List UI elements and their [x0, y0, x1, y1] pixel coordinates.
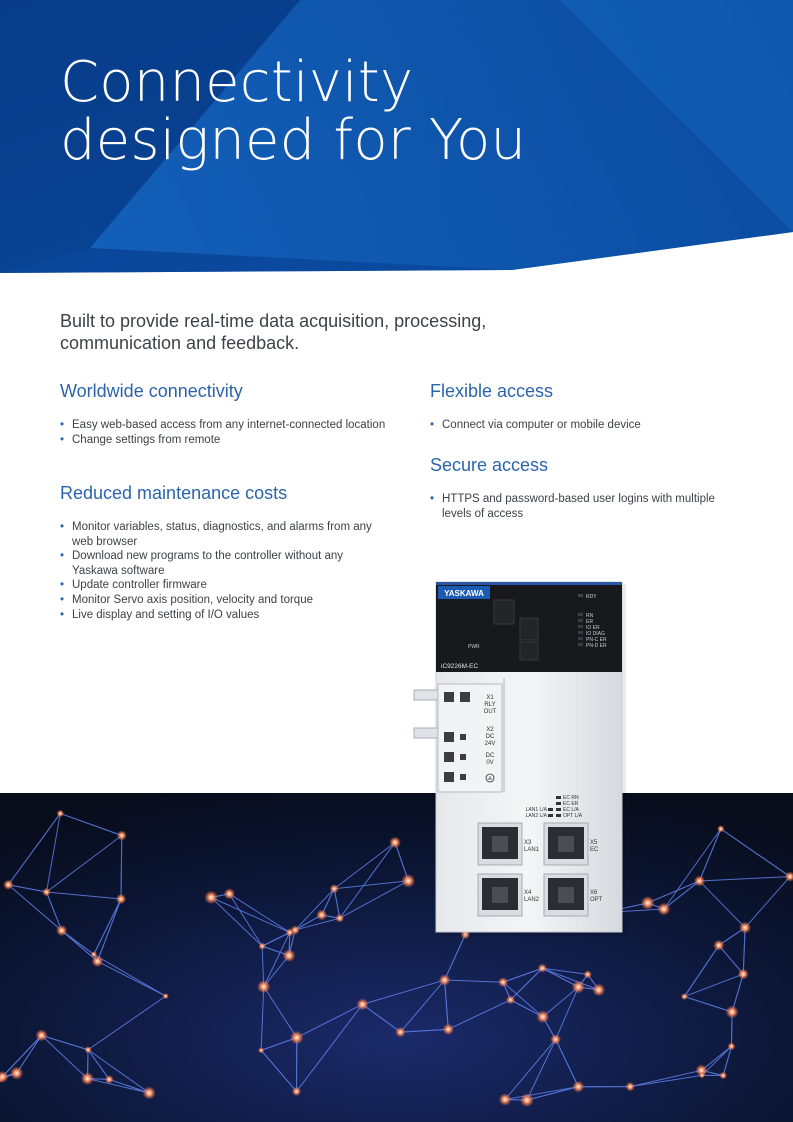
network-node [330, 884, 339, 893]
dc0-label: 0V [486, 760, 494, 766]
network-node [719, 1072, 727, 1080]
network-node [258, 942, 265, 949]
network-node [91, 951, 98, 958]
status-led-label: PN-D ER [586, 643, 607, 649]
lead-paragraph: Built to provide real-time data acquisition, processing, communication and feedback. [60, 311, 487, 353]
network-node [204, 891, 218, 905]
ec-led-label: EC RN [563, 795, 579, 801]
x1-label: OUT [483, 709, 497, 715]
x1-label: X1 [486, 695, 494, 701]
controller-device-image [408, 578, 628, 936]
port-label: X5 [590, 840, 598, 846]
status-led-label: PN-C ER [586, 637, 607, 643]
network-node [727, 1042, 735, 1050]
network-node [335, 914, 344, 923]
network-node [3, 880, 13, 890]
list-item: • Connect via computer or mobile device [430, 418, 730, 433]
list-item: • Live display and setting of I/O values [60, 608, 390, 623]
bullet-list [430, 418, 730, 433]
list-item: • Easy web-based access from any internet-connected location [60, 418, 390, 433]
ec-led-label: OPT L/A [563, 813, 583, 819]
ec-led-label: EC ER [563, 801, 579, 807]
network-node [498, 977, 508, 987]
list-item: • Monitor variables, status, diagnostics, and alarms from any web browser [60, 520, 390, 549]
port-label: LAN1 [524, 847, 540, 853]
section-heading: Flexible access [430, 381, 554, 401]
network-node [538, 964, 547, 973]
network-node [592, 983, 605, 996]
network-node [738, 969, 749, 980]
network-node [283, 949, 296, 962]
network-node [739, 922, 751, 934]
network-node [395, 1027, 405, 1037]
ethernet-port-x6 [544, 874, 588, 916]
status-led-label: IO DIAG [586, 631, 605, 637]
section-worldwide-connectivity [60, 380, 390, 447]
port-label: EC [590, 847, 599, 853]
network-node [550, 1034, 561, 1045]
list-item: • HTTPS and password-based user logins with multiple levels of access [430, 492, 730, 521]
rdy-label: RDY [586, 594, 597, 600]
network-node [290, 1031, 304, 1045]
network-node [499, 1093, 512, 1106]
network-node [584, 970, 592, 978]
page-title [60, 50, 527, 173]
section-heading: Worldwide connectivity [60, 381, 243, 401]
ethernet-port-x4 [478, 874, 522, 916]
bullet-list [430, 492, 730, 521]
title-line-1: Connectivity [60, 50, 414, 115]
section-reduced-maintenance [60, 482, 390, 622]
network-node [286, 928, 294, 936]
network-background-image [0, 793, 793, 1122]
network-node [717, 825, 725, 833]
lan-led-label: LAN1 L/A [525, 807, 547, 813]
network-node [506, 995, 515, 1004]
x2-label: 24V [484, 741, 496, 747]
network-node [389, 837, 401, 849]
x2-label: X2 [486, 727, 494, 733]
network-node [56, 925, 67, 936]
section-heading: Secure access [430, 455, 549, 475]
ec-led-label: EC L/A [563, 807, 579, 813]
network-node [35, 1029, 47, 1041]
network-node [520, 1093, 534, 1107]
model-label: iC9226M-EC [441, 663, 479, 670]
list-item: • Monitor Servo axis position, velocity and torque [60, 593, 390, 608]
network-node [726, 1005, 739, 1018]
section-heading: Reduced maintenance costs [60, 483, 288, 503]
network-node [657, 902, 670, 915]
network-node [439, 974, 451, 986]
network-node [292, 1087, 301, 1096]
section-flexible-access [430, 380, 730, 433]
ethernet-port-x5 [544, 823, 588, 865]
bullet-list [60, 418, 390, 447]
network-node [713, 940, 724, 951]
bullet-list [60, 520, 390, 622]
network-node [224, 888, 236, 900]
network-node [10, 1066, 23, 1079]
network-node [258, 1047, 264, 1053]
list-item: • Download new programs to the controller without any Yaskawa software [60, 549, 390, 578]
port-label: X4 [524, 890, 532, 896]
ethernet-port-x3 [478, 823, 522, 865]
title-line-2: designed for You [60, 108, 527, 173]
network-node [42, 888, 51, 897]
network-node [443, 1024, 454, 1035]
status-led-label: IO ER [586, 625, 600, 631]
network-node [316, 909, 327, 920]
network-node [572, 1081, 584, 1093]
network-node [56, 810, 64, 818]
network-node [699, 1072, 705, 1078]
network-node [84, 1046, 91, 1053]
network-node [143, 1086, 156, 1099]
port-label: OPT [590, 897, 603, 903]
network-node [163, 993, 169, 999]
network-node [681, 993, 688, 1000]
port-label: X6 [590, 890, 598, 896]
network-node [117, 830, 127, 840]
brand-label: YASKAWA [444, 589, 484, 598]
section-secure-access [430, 454, 730, 521]
dc0-label: DC [485, 753, 495, 759]
lan-led-label: LAN2 L/A [525, 813, 547, 819]
network-node [257, 980, 270, 993]
network-node [536, 1010, 549, 1023]
network-node [694, 875, 705, 886]
network-node [116, 894, 126, 904]
list-item: • Change settings from remote [60, 433, 390, 448]
status-led-label: RN [586, 613, 594, 619]
network-node [625, 1082, 635, 1092]
port-label: LAN2 [524, 897, 540, 903]
status-led-label: ER [586, 619, 593, 625]
x1-label: RLY [484, 702, 496, 708]
pwr-label: PWR [468, 644, 480, 650]
network-node [105, 1075, 114, 1084]
network-node [641, 896, 655, 910]
network-node [356, 998, 368, 1010]
list-item: • Update controller firmware [60, 578, 390, 593]
network-node [572, 980, 585, 993]
network-node [81, 1072, 94, 1085]
x2-label: DC [485, 734, 495, 740]
port-label: X3 [524, 840, 532, 846]
